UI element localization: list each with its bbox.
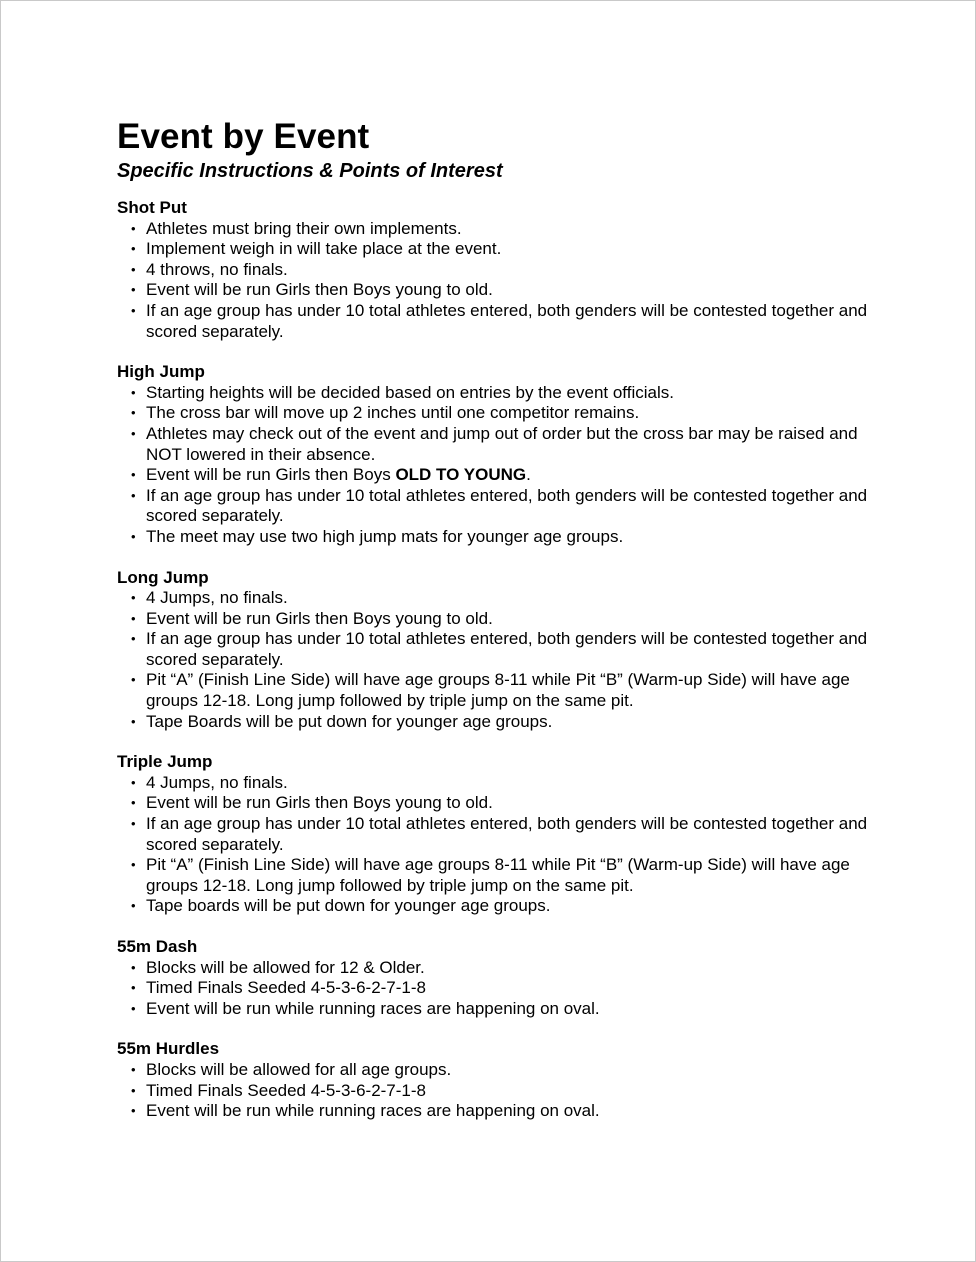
section-heading: 55m Hurdles [117, 1039, 220, 1059]
bullet-list [117, 588, 877, 732]
list-item-text: Event will be run Girls then Boys [146, 465, 396, 485]
list-item: • Event will be run Girls then Boys young to old. [117, 280, 877, 301]
section-55m-dash [117, 937, 877, 1019]
list-item: • Blocks will be allowed for all age groups. [117, 1060, 877, 1081]
list-item: • 4 Jumps, no finals. [117, 588, 877, 609]
bullet-list [117, 383, 877, 548]
page-subtitle: Specific Instructions & Points of Interest [117, 160, 503, 182]
list-item: • Event will be run Girls then Boys young to old. [117, 793, 877, 814]
section-heading: Triple Jump [117, 752, 213, 772]
sections-container [117, 198, 877, 1122]
list-item: • Pit “A” (Finish Line Side) will have age groups 8-11 while Pit “B” (Warm-up Side) will have age groups 12-18. Long jump followed by triple jump on the same pit. [117, 670, 877, 711]
bullet-list [117, 1060, 877, 1122]
list-item: • Timed Finals Seeded 4-5-3-6-2-7-1-8 [117, 978, 877, 999]
section-long-jump [117, 568, 877, 733]
list-item: • Tape boards will be put down for younger age groups. [117, 896, 877, 917]
list-item [117, 465, 877, 486]
list-item: • 4 throws, no finals. [117, 260, 877, 281]
list-item: • If an age group has under 10 total athletes entered, both genders will be contested together and scored separately. [117, 301, 877, 342]
bullet-list [117, 219, 877, 343]
list-item: • Pit “A” (Finish Line Side) will have age groups 8-11 while Pit “B” (Warm-up Side) will have age groups 12-18. Long jump followed by triple jump on the same pit. [117, 855, 877, 896]
list-item: • Implement weigh in will take place at the event. [117, 239, 877, 260]
list-item: • The meet may use two high jump mats for younger age groups. [117, 527, 877, 548]
list-item: • Athletes must bring their own implements. [117, 219, 877, 240]
list-item: • If an age group has under 10 total athletes entered, both genders will be contested together and scored separately. [117, 486, 877, 527]
section-heading: 55m Dash [117, 937, 198, 956]
document-content [117, 117, 877, 1142]
list-item: • Athletes may check out of the event and jump out of order but the cross bar may be raised and NOT lowered in their absence. [117, 424, 877, 465]
section-heading: Long Jump [117, 567, 209, 587]
list-item: • 4 Jumps, no finals. [117, 773, 877, 794]
list-item-emphasis: OLD TO YOUNG [395, 465, 527, 485]
list-item: • Timed Finals Seeded 4-5-3-6-2-7-1-8 [117, 1081, 877, 1102]
list-item: • Tape Boards will be put down for younger age groups. [117, 712, 877, 733]
list-item: • If an age group has under 10 total athletes entered, both genders will be contested together and scored separately. [117, 629, 877, 670]
list-item-text: . [526, 465, 531, 485]
list-item: • Event will be run while running races are happening on oval. [117, 1101, 877, 1122]
list-item: • Starting heights will be decided based on entries by the event officials. [117, 383, 877, 404]
section-shot-put [117, 198, 877, 342]
list-item: • The cross bar will move up 2 inches until one competitor remains. [117, 403, 877, 424]
page-title: Event by Event [117, 117, 370, 156]
section-heading: High Jump [117, 362, 205, 382]
bullet-list [117, 958, 877, 1020]
list-item: • If an age group has under 10 total athletes entered, both genders will be contested together and scored separately. [117, 814, 877, 855]
section-heading: Shot Put [117, 198, 187, 217]
section-triple-jump [117, 752, 877, 917]
bullet-list [117, 773, 877, 917]
section-55m-hurdles [117, 1039, 877, 1121]
list-item: • Event will be run Girls then Boys young to old. [117, 609, 877, 630]
list-item: • Event will be run while running races are happening on oval. [117, 999, 877, 1020]
section-high-jump [117, 362, 877, 547]
list-item: • Blocks will be allowed for 12 & Older. [117, 958, 877, 979]
